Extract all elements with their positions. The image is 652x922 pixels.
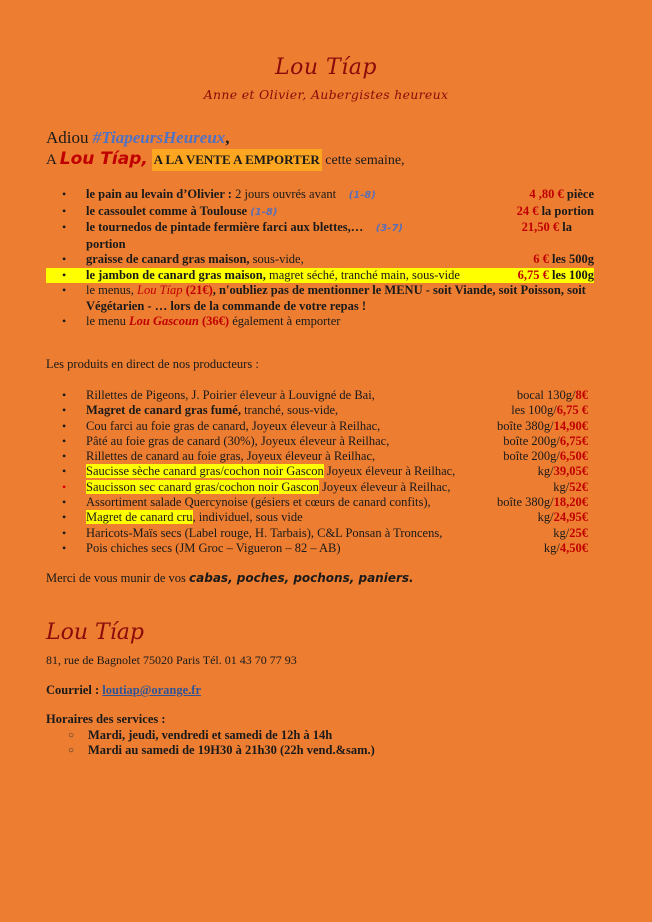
hours-item [46, 728, 375, 743]
greeting-suffix: , [225, 128, 230, 147]
bullet-icon: • [62, 479, 67, 494]
bullet-icon: • [62, 283, 67, 297]
menu-item-detail: sous-vide, [249, 252, 304, 266]
price-unit: les 100g [548, 267, 594, 282]
page-title: Lou Tíap [275, 55, 377, 80]
producer-name: Magret de canard gras fumé, [86, 403, 241, 418]
email-line [46, 683, 201, 698]
menu-item-detail: 2 jours ouvrés avant [231, 187, 337, 201]
producer-description: Cou farci au foie gras de canard, Joyeux éleveur à Reilhac, [86, 418, 381, 433]
producer-description: Rillettes de canard au foie gras, Joyeux éleveur à Reilhac, [86, 449, 376, 464]
bags-reminder [46, 571, 414, 586]
producer-item [46, 464, 588, 479]
price-amount: 24 € [516, 203, 539, 218]
producer-description: Pâté au foie gras de canard (30%), Joyeux éleveur à Reilhac, [86, 433, 390, 448]
menu-item [46, 220, 594, 252]
hours-title: Horaires des services : [46, 712, 166, 726]
producer-price [503, 449, 588, 464]
menu-item-code: (1-8) [250, 206, 278, 218]
producer-description: Rillettes de Pigeons, J. Poirier éleveur à Louvigné de Bai, [86, 388, 375, 402]
price-unit: kg/ [537, 510, 554, 525]
price-amount: 21,50 € [521, 220, 560, 234]
producer-highlight: Saucisse sèche canard gras/cochon noir Gascon [86, 464, 324, 479]
price-unit: pièce [563, 187, 594, 201]
price-unit: bocal 130g/ [516, 388, 576, 402]
producer-description: Joyeux éleveur à Reilhac, [323, 464, 456, 479]
price-amount: 6,75 € [517, 267, 549, 282]
menu-note-gascoun [46, 314, 594, 330]
price-amount: 4 ,80 € [529, 187, 564, 201]
producer-item [46, 510, 588, 525]
producer-item [46, 434, 588, 449]
bullet-icon: • [62, 203, 67, 218]
circle-bullet-icon: ○ [68, 745, 75, 756]
producers-list [46, 388, 588, 556]
greeting-line [46, 128, 230, 148]
producer-price [553, 480, 588, 495]
bullet-icon: • [62, 403, 67, 418]
price-unit: boîte 380g/ [497, 495, 554, 510]
price-amount: 14,90€ [553, 418, 588, 433]
bullet-icon: • [62, 388, 67, 402]
address: 81, rue de Bagnolet 75020 Paris Tél. 01 43 70 77 93 [46, 653, 297, 667]
menu-item [46, 187, 594, 204]
producer-description: tranché, sous-vide, [240, 403, 339, 418]
menu-item-price [518, 268, 594, 284]
price-unit: la [559, 220, 572, 234]
bullet-icon: • [62, 418, 67, 433]
menu-item-name: le jambon de canard gras maison, [86, 267, 266, 282]
price-amount: 24,95€ [553, 510, 588, 525]
menu-item-price [517, 204, 594, 220]
bullet-icon: • [62, 510, 67, 525]
producer-price [544, 541, 588, 556]
brand-name: Lou Tíap, [59, 149, 148, 169]
producer-item [46, 526, 588, 541]
hours-text: Mardi au samedi de 19H30 à 21h30 (22h vend.&sam.) [88, 743, 375, 757]
producer-item [46, 388, 588, 403]
menu-item-price [522, 220, 572, 236]
price-unit: kg/ [553, 479, 570, 494]
circle-bullet-icon: ○ [68, 730, 75, 741]
note-suffix: également à emporter [229, 314, 341, 328]
price-amount: 6,75 € [556, 403, 588, 418]
price-unit: kg/ [553, 525, 570, 540]
price-unit: kg/ [537, 464, 554, 479]
menu-item-name: le pain au levain d’Olivier : [86, 187, 232, 201]
menu-item-name: le tournedos de pintade fermière farci aux blettes,… [86, 220, 364, 234]
producers-intro: Les produits en direct de nos producteurs : [46, 357, 259, 371]
note-instructions: , n'oubliez pas de mentionner le MENU - soit Viande, soit Poisson, soit Végétarien - … lors de la commande de votre repas ! [86, 283, 586, 313]
email-link[interactable]: loutiap@orange.fr [102, 683, 202, 697]
reminder-text: Merci de vous munir de vos [46, 571, 190, 585]
price-amount: 52€ [569, 479, 588, 494]
producer-item [46, 403, 588, 418]
producer-description: Haricots-Maïs secs (Label rouge, H. Tarbais), C&L Ponsan à Troncens, [86, 525, 443, 540]
price-unit: kg/ [543, 540, 560, 555]
menu-note-menus [46, 283, 594, 314]
producer-item [46, 495, 588, 510]
menu-list [46, 187, 594, 330]
page-subtitle: Anne et Olivier, Aubergistes heureux [203, 87, 449, 102]
bullet-icon: • [62, 449, 67, 464]
producer-price [511, 403, 588, 418]
takeaway-prefix: A [46, 152, 60, 168]
price-unit: les 500g [548, 252, 594, 266]
menu-item-code: (1-8) [348, 190, 376, 201]
producer-highlight: Saucisson sec canard gras/cochon noir Gascon [86, 479, 319, 494]
price-amount: 4,50€ [559, 540, 588, 555]
footer-brand: Lou Tíap [46, 620, 144, 645]
price-amount: 6,75€ [559, 433, 588, 448]
menu-price: (21€) [182, 283, 213, 297]
menu-price: (36€) [198, 314, 230, 328]
price-amount: 6 € [533, 252, 549, 266]
menu-item [46, 252, 594, 268]
producer-price [553, 526, 588, 541]
bullet-icon: • [62, 525, 67, 540]
producer-item [46, 419, 588, 434]
menu-brand: Lou Tíap [137, 283, 183, 297]
menu-item-price [529, 187, 594, 203]
bullet-icon: • [62, 464, 67, 479]
price-amount: 18,20€ [553, 495, 588, 510]
producer-description: Joyeux éleveur à Reilhac, [318, 479, 451, 494]
bullet-icon: • [62, 187, 67, 201]
producer-price [517, 388, 588, 403]
menu-item-highlighted [46, 268, 594, 284]
menu-item-name: le cassoulet comme à Toulouse [86, 203, 248, 218]
bullet-icon: • [62, 252, 67, 266]
price-amount: 39,05€ [553, 464, 588, 479]
reminder-bags: cabas, poches, pochons, paniers. [189, 571, 414, 585]
price-amount: 25€ [569, 525, 588, 540]
bullet-icon: • [62, 314, 67, 328]
menu-item [46, 204, 594, 221]
note-prefix: le menus, [86, 283, 138, 297]
bullet-icon: • [62, 495, 67, 510]
takeaway-line [46, 148, 405, 172]
producer-description: Pois chiches secs (JM Groc – Vigueron – 82 – AB) [86, 540, 341, 555]
greeting-prefix: Adiou [46, 128, 93, 147]
price-unit: les 100g/ [511, 403, 557, 418]
takeaway-highlight: A LA VENTE A EMPORTER [152, 149, 322, 171]
note-prefix: le menu [86, 314, 130, 328]
hours-text: Mardi, jeudi, vendredi et samedi de 12h à 14h [88, 728, 333, 742]
producer-description: Assortiment salade Quercynoise (gésiers et cœurs de canard confits), [86, 495, 431, 510]
menu-brand: Lou Gascoun [129, 314, 199, 328]
producer-price [497, 419, 588, 434]
bullet-icon: • [62, 433, 67, 448]
menu-item-price [533, 252, 594, 268]
producer-price [497, 495, 588, 510]
bullet-icon: • [62, 267, 67, 282]
producer-item [46, 480, 588, 495]
producer-price [538, 510, 588, 525]
price-unit: boîte 200g/ [503, 433, 560, 448]
producer-description: , individuel, sous vide [192, 510, 303, 525]
producer-item [46, 449, 588, 464]
price-unit: la portion [538, 203, 594, 218]
hours-item [46, 743, 375, 758]
producer-item [46, 541, 588, 556]
bullet-icon: • [62, 220, 67, 234]
menu-item-detail: magret séché, tranché main, sous-vide [265, 267, 460, 282]
takeaway-suffix: cette semaine, [321, 153, 405, 168]
hours-list [46, 728, 375, 758]
bullet-icon: • [62, 540, 67, 555]
price-amount: 8€ [575, 388, 588, 402]
producer-price [503, 434, 588, 449]
hashtag: #TiapeursHeureux [92, 128, 226, 147]
menu-item-code: (3-7) [375, 223, 403, 234]
menu-item-continuation: portion [86, 236, 126, 251]
price-unit: boîte 380g/ [497, 418, 554, 433]
menu-item-name: graisse de canard gras maison, [86, 252, 250, 266]
price-unit: boîte 200g/ [503, 449, 560, 464]
producer-price [538, 464, 588, 479]
producer-highlight: Magret de canard cru [86, 510, 193, 525]
email-label: Courriel : [46, 683, 103, 697]
price-amount: 6,50€ [559, 449, 588, 464]
